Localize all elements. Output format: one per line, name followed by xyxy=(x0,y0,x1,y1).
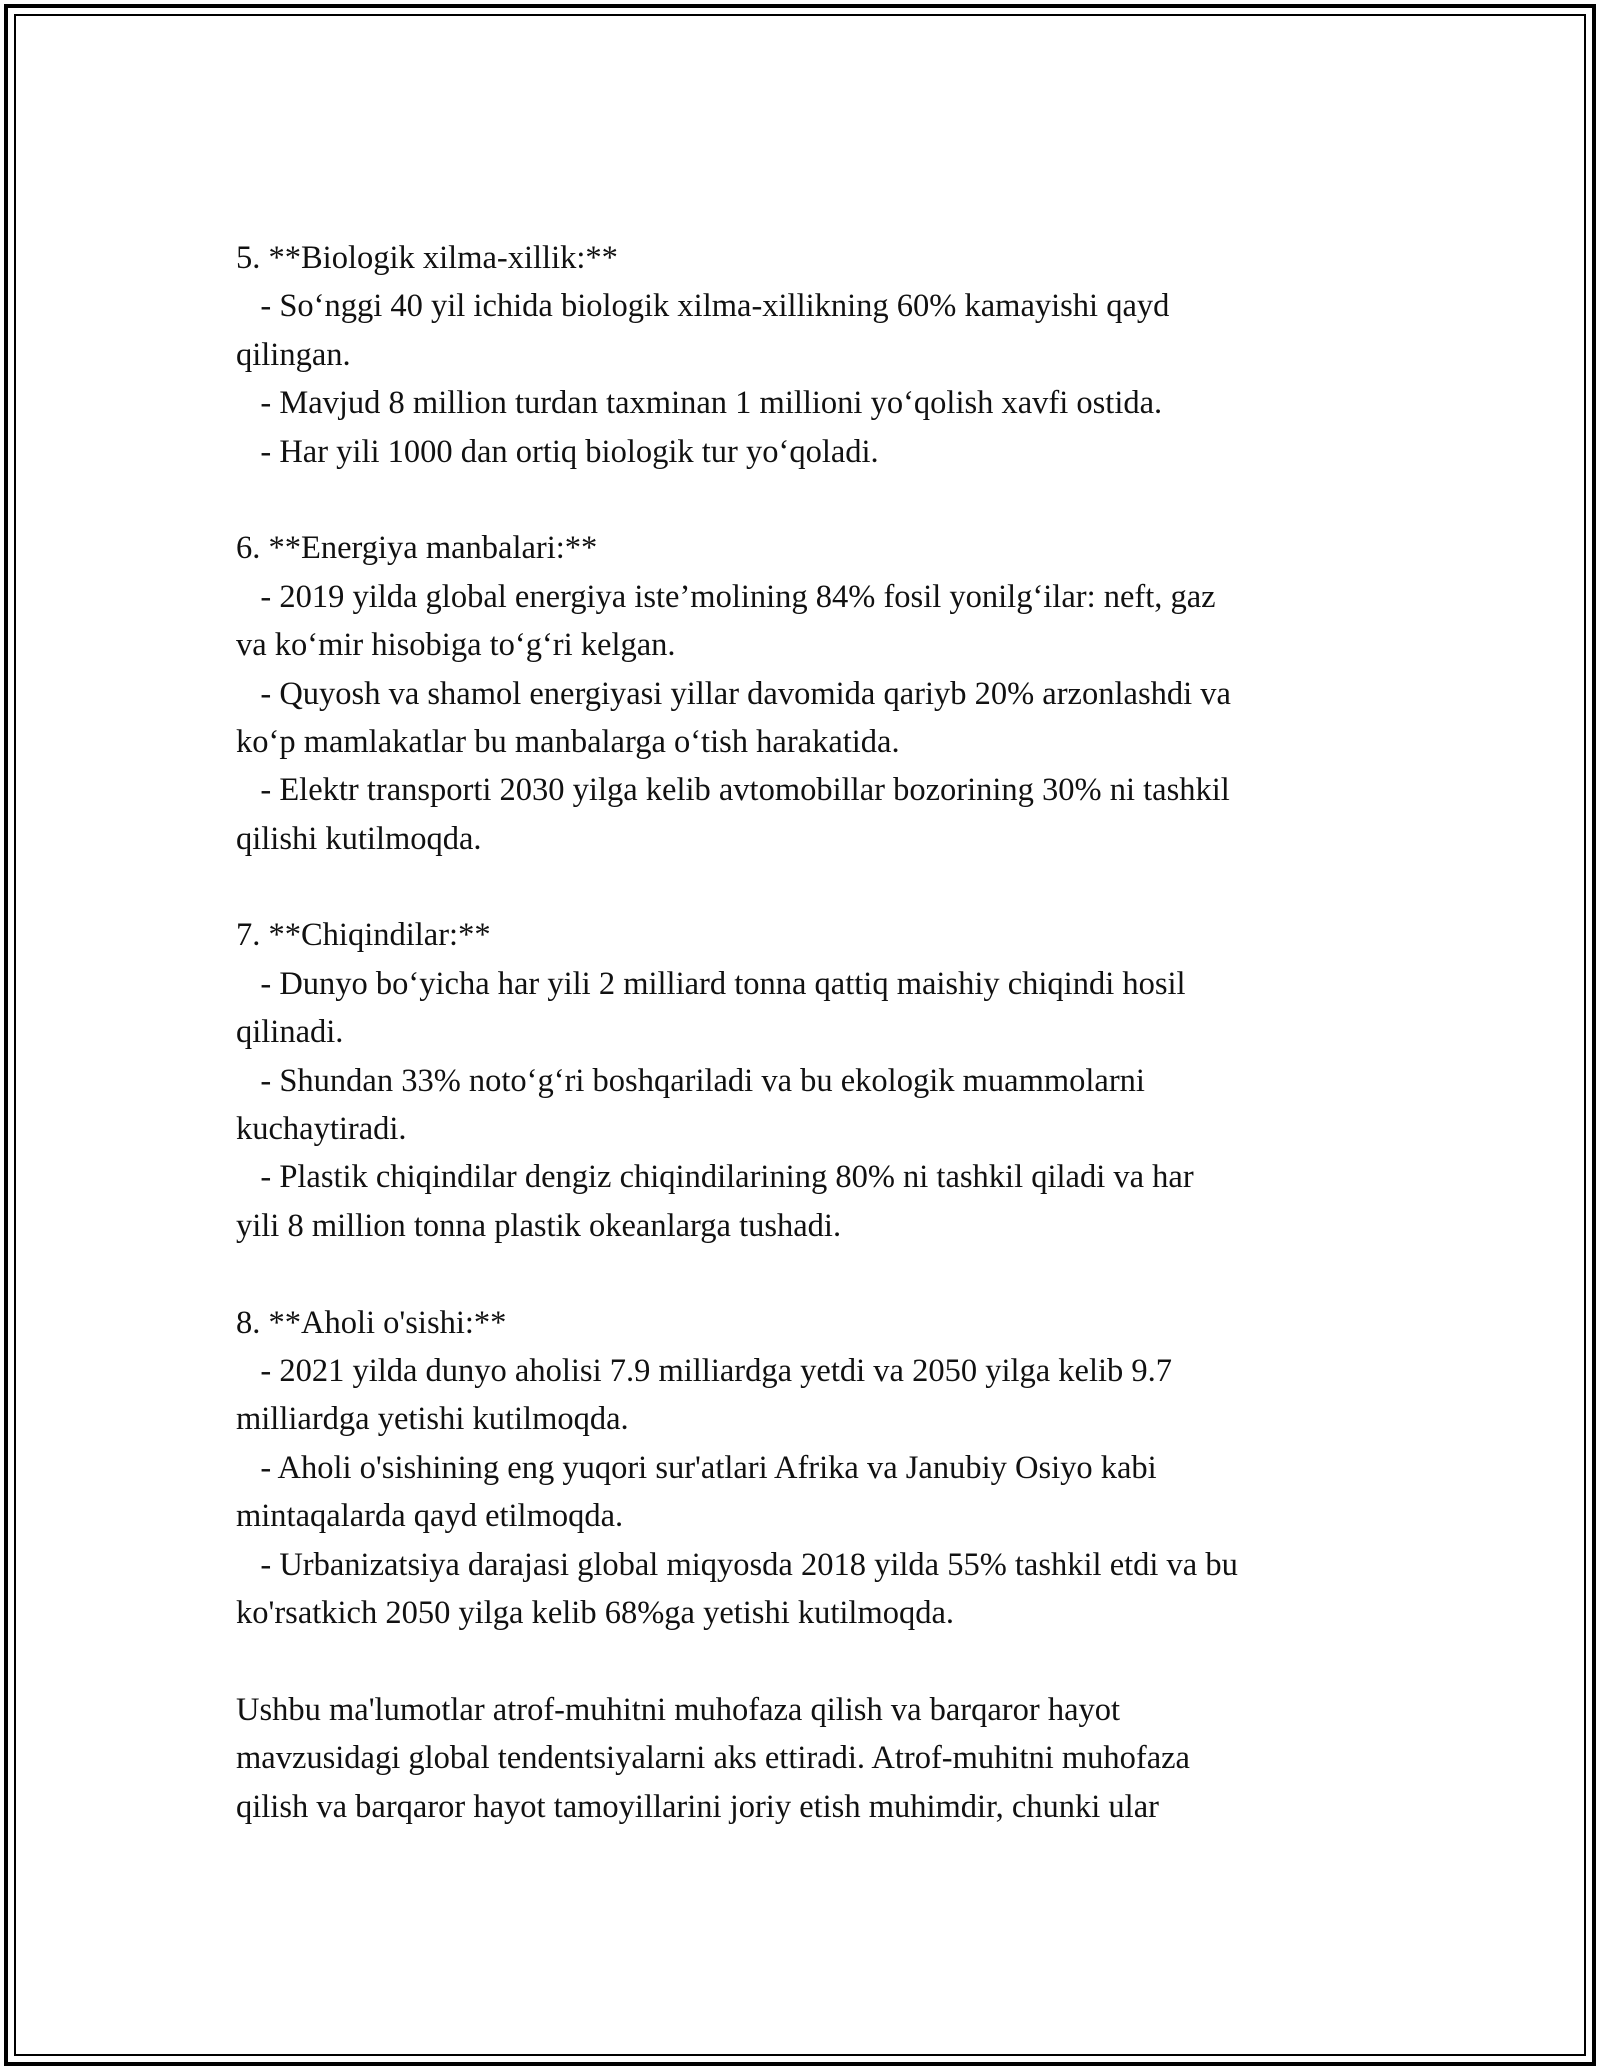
closing-line: qilish va barqaror hayot tamoyillarini joriy etish muhimdir, chunki ular xyxy=(236,1788,1159,1825)
section-line: qilinadi. xyxy=(236,1014,344,1051)
section-heading: 5. **Biologik xilma-xillik:** xyxy=(236,240,618,276)
section-biodiversity xyxy=(236,234,1376,476)
section-line: - Quyosh va shamol energiyasi yillar davomida qariyb 20% arzonlashdi va xyxy=(236,675,1231,712)
section-line: - Plastik chiqindilar dengiz chiqindilarining 80% ni tashkil qiladi va har xyxy=(236,1159,1194,1196)
section-heading: 7. **Chiqindilar:** xyxy=(236,917,491,954)
paragraph-gap xyxy=(236,476,1376,524)
section-line: - Mavjud 8 million turdan taxminan 1 millioni yo‘qolish xavfi ostida. xyxy=(236,385,1163,422)
section-line: - Dunyo bo‘yicha har yili 2 milliard tonna qattiq maishiy chiqindi hosil xyxy=(236,965,1186,1002)
section-line: - 2021 yilda dunyo aholisi 7.9 milliardga yetdi va 2050 yilga kelib 9.7 xyxy=(236,1352,1173,1389)
paragraph-gap xyxy=(236,863,1376,911)
section-line: qilishi kutilmoqda. xyxy=(236,820,482,857)
document-body xyxy=(236,234,1376,1831)
section-line: yili 8 million tonna plastik okeanlarga tushadi. xyxy=(236,1207,842,1244)
closing-line: Ushbu ma'lumotlar atrof-muhitni muhofaza qilish va barqaror hayot xyxy=(236,1691,1121,1728)
section-line: - Aholi o'sishining eng yuqori sur'atlari Afrika va Janubiy Osiyo kabi xyxy=(236,1449,1157,1486)
section-line: - Har yili 1000 dan ortiq biologik tur yo‘qoladi. xyxy=(236,433,879,470)
section-line: - 2019 yilda global energiya iste’molining 84% fosil yonilg‘ilar: neft, gaz xyxy=(236,578,1216,615)
paragraph-gap xyxy=(236,1250,1376,1298)
section-line: - Elektr transporti 2030 yilga kelib avtomobillar bozorining 30% ni tashkil xyxy=(236,772,1230,809)
paragraph-gap xyxy=(236,1637,1376,1685)
section-heading: 8. **Aholi o'sishi:** xyxy=(236,1304,507,1341)
section-line: va ko‘mir hisobiga to‘g‘ri kelgan. xyxy=(236,627,676,664)
closing-paragraph xyxy=(236,1686,1376,1831)
section-waste xyxy=(236,911,1376,1250)
section-line: milliardga yetishi kutilmoqda. xyxy=(236,1401,629,1438)
section-line: - Shundan 33% noto‘g‘ri boshqariladi va bu ekologik muammolarni xyxy=(236,1062,1145,1099)
section-line: mintaqalarda qayd etilmoqda. xyxy=(236,1498,624,1535)
section-energy xyxy=(236,524,1376,863)
section-line: ko'rsatkich 2050 yilga kelib 68%ga yetishi kutilmoqda. xyxy=(236,1594,955,1631)
section-heading: 6. **Energiya manbalari:** xyxy=(236,530,598,567)
section-line: ko‘p mamlakatlar bu manbalarga o‘tish harakatida. xyxy=(236,723,900,760)
section-population xyxy=(236,1299,1376,1638)
section-line: - Urbanizatsiya darajasi global miqyosda 2018 yilda 55% tashkil etdi va bu xyxy=(236,1546,1238,1583)
closing-line: mavzusidagi global tendentsiyalarni aks ettiradi. Atrof-muhitni muhofaza xyxy=(236,1740,1190,1777)
section-line: kuchaytiradi. xyxy=(236,1111,407,1148)
section-line: qilingan. xyxy=(236,336,351,373)
section-line: - So‘nggi 40 yil ichida biologik xilma-xillikning 60% kamayishi qayd xyxy=(236,288,1170,325)
